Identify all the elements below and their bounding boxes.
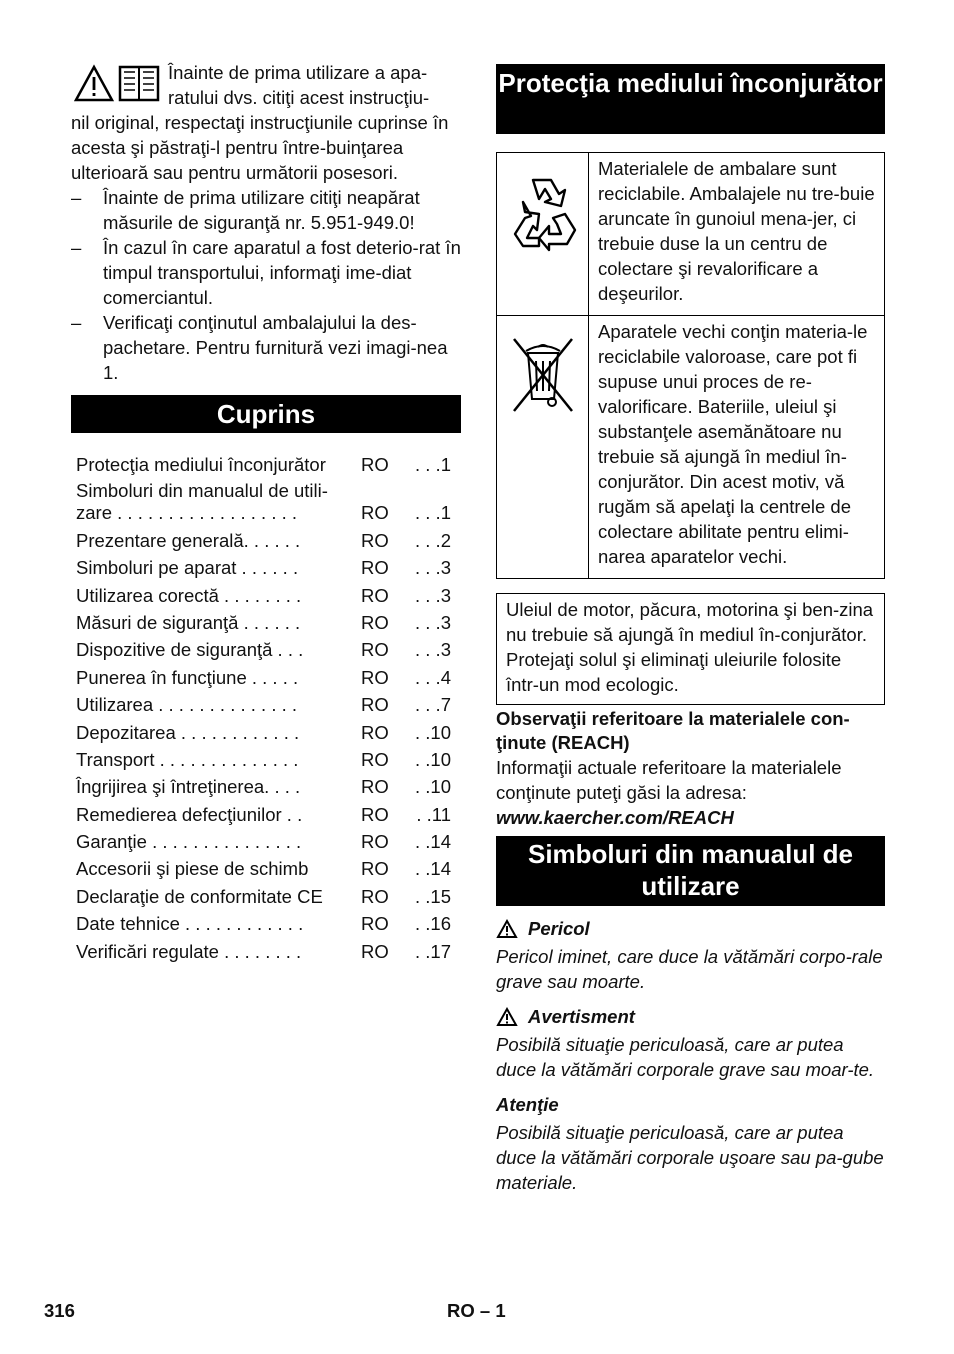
toc-title: Măsuri de siguranţă . . . . . . [76, 611, 301, 633]
toc-heading: Cuprins [71, 395, 461, 433]
toc-title: Accesorii şi piese de schimb [76, 858, 309, 880]
toc-entry[interactable] [71, 880, 461, 907]
toc-title: Remedierea defecţiunilor . . [76, 803, 303, 825]
toc-page: . . .4 [415, 666, 451, 688]
toc-entry[interactable] [71, 661, 461, 688]
avertisment-text: Posibilă situaţie periculoasă, care ar putea duce la vătămări corporale grave sau moar-te. [496, 1034, 875, 1080]
toc-entry[interactable] [71, 449, 461, 476]
toc-page: . .15 [415, 885, 451, 907]
toc-entry[interactable] [71, 476, 461, 524]
toc-lang: RO [361, 454, 389, 476]
toc-lang: RO [361, 584, 389, 606]
toc-page: . . .1 [415, 454, 451, 476]
reach-text: Informaţii actuale referitoare la materialele conţinute puteţi găsi la adresa: [496, 757, 842, 803]
toc-title: Utilizarea corectă . . . . . . . . [76, 584, 302, 606]
toc-lang: RO [361, 940, 389, 962]
toc-title: Depozitarea . . . . . . . . . . . . [76, 721, 300, 743]
weee-text: Aparatele vechi conţin materia-le reciclabile valoroase, care pot fi supuse unui proces de re-valorificare. Bateriile, uleiul şi substanţele asemănătoare nu trebuie să ajungă în mediul în-conjurător. Din acest motiv, vă rugăm să apelaţi la centrele de colectare abilitate pentru elimi-narea aparatelor vechi. [589, 316, 885, 579]
toc-entry[interactable] [71, 798, 461, 825]
toc-page: . .10 [415, 776, 451, 798]
toc-title: Protecţia mediului înconjurător [76, 454, 326, 476]
toc-title: Declaraţie de conformitate CE [76, 885, 323, 907]
toc-entry[interactable] [71, 579, 461, 606]
toc-lang: RO [361, 639, 389, 661]
weee-crossed-bin-icon [510, 335, 576, 415]
reach-title: Observaţii referitoare la materialele con-ţinute (REACH) [496, 708, 850, 753]
toc-title: Simboluri din manualul de utili-zare . . . . . . . . . . . . . . . . . . [76, 480, 328, 524]
toc-entry[interactable] [71, 908, 461, 935]
recycle-icon [505, 172, 581, 252]
toc-lang: RO [361, 721, 389, 743]
table-of-contents [71, 449, 461, 963]
toc-page: . . .1 [415, 502, 451, 524]
toc-lang: RO [361, 776, 389, 798]
toc-entry[interactable] [71, 826, 461, 853]
warning-triangle-icon [76, 67, 112, 100]
toc-page: . . .3 [415, 584, 451, 606]
pericol-heading: Pericol [496, 916, 885, 941]
intro-icons [74, 64, 162, 104]
toc-lang: RO [361, 831, 389, 853]
toc-lang: RO [361, 858, 389, 880]
avertisment-heading: Avertisment [496, 1004, 885, 1029]
pericol-text: Pericol iminet, care duce la vătămări corpo-rale grave sau moarte. [496, 946, 883, 992]
atentie-heading: Atenţie [496, 1094, 559, 1115]
list-item: – În cazul în care aparatul a fost deterio-rat în timpul transportului, informaţi ime-diat comerciantul. [71, 237, 461, 308]
toc-title: Prezentare generală. . . . . . [76, 529, 301, 551]
symbols-heading: Simboluri din manualul de utilizare [496, 836, 885, 906]
toc-entry[interactable] [71, 771, 461, 798]
toc-title: Date tehnice . . . . . . . . . . . . [76, 913, 304, 935]
toc-title: Dispozitive de siguranţă . . . [76, 639, 304, 661]
toc-lang: RO [361, 529, 389, 551]
toc-lang: RO [361, 885, 389, 907]
intro-paragraph: nil original, respectaţi instrucţiunile cuprinse în acesta şi păstraţi-l pentru între-buinţarea ulterioară sau pentru următorii posesori. [71, 112, 449, 183]
toc-title: Îngrijirea şi întreţinerea. . . . [76, 776, 301, 798]
toc-page: . .16 [415, 913, 451, 935]
page-number: 316 [44, 1300, 75, 1321]
toc-entry[interactable] [71, 634, 461, 661]
toc-entry[interactable] [71, 524, 461, 551]
oil-notice: Uleiul de motor, păcura, motorina şi ben-zina nu trebuie să ajungă în mediul în-conjurător. Protejaţi solul şi eliminaţi uleiurile folosite într-un mod ecologic. [496, 593, 885, 705]
toc-lang: RO [361, 611, 389, 633]
atentie-text: Posibilă situaţie periculoasă, care ar putea duce la vătămări corporale uşoare sau pa-gube materiale. [496, 1122, 884, 1193]
left-column [71, 60, 461, 963]
intro-list [71, 185, 461, 385]
footer-lang-page: RO – 1 [447, 1300, 506, 1321]
intro-section [71, 60, 461, 385]
manual-book-icon [120, 67, 158, 100]
toc-title: Simboluri pe aparat . . . . . . [76, 557, 299, 579]
environment-table [496, 152, 885, 579]
toc-lang: RO [361, 557, 389, 579]
list-item: – Înainte de prima utilizare citiţi neapărat măsurile de siguranţă nr. 5.951-949.0! [71, 187, 420, 233]
toc-entry[interactable] [71, 607, 461, 634]
reach-url[interactable]: www.kaercher.com/REACH [496, 807, 734, 828]
toc-entry[interactable] [71, 853, 461, 880]
toc-entry[interactable] [71, 716, 461, 743]
toc-page: . . .2 [415, 529, 451, 551]
right-column [496, 64, 885, 1195]
toc-page: . . .7 [415, 694, 451, 716]
toc-page: . .10 [415, 748, 451, 770]
list-item: – Verificaţi conţinutul ambalajului la des-pachetare. Pentru furnitură vezi imagi-nea 1. [71, 312, 448, 383]
toc-title: Punerea în funcţiune . . . . . [76, 666, 299, 688]
toc-lang: RO [361, 502, 389, 524]
toc-page: . .17 [415, 940, 451, 962]
toc-title: Garanţie . . . . . . . . . . . . . . . [76, 831, 302, 853]
toc-page: . . .3 [415, 611, 451, 633]
toc-entry[interactable] [71, 744, 461, 771]
environment-heading: Protecţia mediului înconjurător [496, 64, 885, 134]
recycle-text: Materialele de ambalare sunt reciclabile. Ambalajele nu tre-buie aruncate în gunoiul mena-jer, ci trebuie duse la un centru de colectare şi revalorificare a deşeurilor. [589, 153, 885, 316]
toc-lang: RO [361, 913, 389, 935]
toc-title: Transport . . . . . . . . . . . . . . [76, 748, 299, 770]
warning-icon [496, 919, 518, 939]
toc-page: . .14 [415, 831, 451, 853]
toc-page: . . .3 [415, 557, 451, 579]
warning-icon [496, 1007, 518, 1027]
toc-page: . .11 [416, 803, 451, 825]
toc-page: . .10 [415, 721, 451, 743]
toc-title: Verificări regulate . . . . . . . . [76, 940, 302, 962]
toc-page: . . .3 [415, 639, 451, 661]
toc-lang: RO [361, 694, 389, 716]
intro-line-1: Înainte de prima utilizare a apa- [168, 62, 428, 83]
toc-lang: RO [361, 748, 389, 770]
toc-entry[interactable] [71, 689, 461, 716]
toc-title: Utilizarea . . . . . . . . . . . . . . [76, 694, 298, 716]
toc-page: . .14 [415, 858, 451, 880]
toc-lang: RO [361, 666, 389, 688]
intro-line-2: ratului dvs. citiţi acest instrucţiu- [168, 87, 430, 108]
toc-entry[interactable] [71, 935, 461, 962]
toc-lang: RO [361, 803, 389, 825]
toc-entry[interactable] [71, 552, 461, 579]
